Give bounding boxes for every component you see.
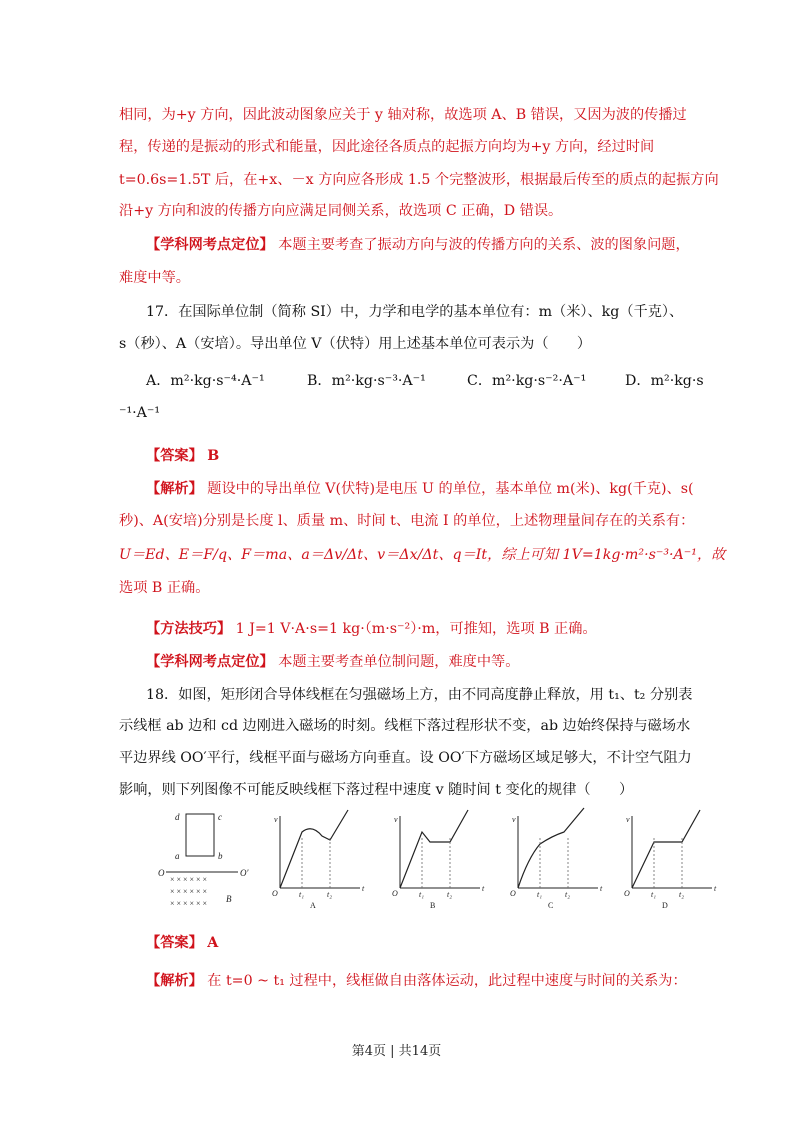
q17-answer xyxy=(146,446,219,466)
v-axis-label: v xyxy=(512,815,516,824)
q18-answer-label: 【答案】 xyxy=(146,935,203,951)
v-axis-label: v xyxy=(626,815,630,824)
svg-text:× × × × × ×: × × × × × × xyxy=(170,875,208,884)
v-axis-label: v xyxy=(394,815,398,824)
origin-label: O xyxy=(392,889,398,898)
analysis16-line1: 相同，为+y 方向，因此波动图象应关于 y 轴对称，故选项 A、B 错误，又因为波的传播过 xyxy=(119,107,687,123)
t2-label: t₂ xyxy=(327,890,333,899)
field-crosses xyxy=(170,875,207,908)
q18-answer-value: A xyxy=(207,935,219,951)
kaodian16 xyxy=(146,235,690,255)
q18-stem-line1: 18．如图，矩形闭合导体线框在匀强磁场上方，由不同高度静止释放，用 t₁、t₂ 分别表 xyxy=(146,687,693,703)
q17-kaodian xyxy=(146,652,519,672)
q17-kaodian-text: 本题主要考查单位制问题，难度中等。 xyxy=(278,654,520,670)
svg-text:× × × × × ×: × × × × × × xyxy=(170,899,208,908)
q17-method xyxy=(146,619,597,639)
q17-option-d: D．m²·kg·s xyxy=(625,373,704,389)
vt-graph-d xyxy=(624,810,717,910)
t1-label: t₁ xyxy=(651,890,657,899)
q18-stem-line4: 影响，则下列图像不可能反映线框下落过程中速度 v 随时间 t 变化的规律（ ） xyxy=(119,782,634,798)
t1-label: t₁ xyxy=(537,890,543,899)
q17-method-label: 【方法技巧】 xyxy=(146,621,232,637)
q17-answer-label: 【答案】 xyxy=(146,448,203,464)
q17-analysis-line3: U＝Ed、E＝F/q、F＝ma、a＝Δv/Δt、v＝Δx/Δt、q＝It，综上可知 1V=1kg·m²·s⁻³·A⁻¹，故 xyxy=(119,547,726,563)
q18-figure xyxy=(158,810,717,920)
q18-stem-line2: 示线框 ab 边和 cd 边刚进入磁场的时刻。线框下落过程形状不变，ab 边始终保持与磁场水 xyxy=(119,718,691,734)
t2-label: t₂ xyxy=(679,890,685,899)
q18-analysis-text: 在 t=0 ~ t₁ 过程中，线框做自由落体运动，此过程中速度与时间的关系为： xyxy=(207,973,687,989)
q17-stem-line1: 17．在国际单位制（简称 SI）中，力学和电学的基本单位有：m（米）、kg（千克）、 xyxy=(146,304,684,320)
q17-analysis-line4: 选项 B 正确。 xyxy=(119,580,210,596)
q18-analysis-label: 【解析】 xyxy=(146,973,203,989)
q17-option-c: C．m²·kg·s⁻²·A⁻¹ xyxy=(467,373,587,389)
t-axis-label: t xyxy=(714,884,717,893)
t1-label: t₁ xyxy=(299,890,305,899)
q18-stem-line3: 平边界线 OO′平行，线框平面与磁场方向垂直。设 OO′下方磁场区域足够大，不计空气阻力 xyxy=(119,750,692,766)
label-a: a xyxy=(175,851,180,861)
t-axis-label: t xyxy=(362,884,365,893)
q17-answer-value: B xyxy=(207,448,220,464)
vt-graphs xyxy=(272,808,717,910)
label-O: O xyxy=(158,868,165,878)
label-Oprime: O′ xyxy=(240,868,249,878)
vt-curve xyxy=(400,810,468,888)
q17-analysis-line1 xyxy=(146,479,694,499)
label-b: b xyxy=(218,851,223,861)
analysis16-line3: t=0.6s=1.5T 后，在+x、－x 方向应各形成 1.5 个完整波形，根据最后传至的质点的起振方向 xyxy=(119,172,719,188)
vt-curve xyxy=(518,808,584,888)
vt-graph-b xyxy=(392,810,485,910)
vt-curve xyxy=(280,810,348,888)
vt-graph-c xyxy=(510,808,603,910)
label-d: d xyxy=(175,812,180,822)
kaodian16-text: 本题主要考查了振动方向与波的传播方向的关系、波的图象问题， xyxy=(278,237,690,253)
vt-curve xyxy=(632,810,700,888)
q17-stem-line2: s（秒）、A（安培）。导出单位 V（伏特）用上述基本单位可表示为（ ） xyxy=(119,336,592,352)
q17-option-a: A．m²·kg·s⁻⁴·A⁻¹ xyxy=(146,373,265,389)
q17-option-b: B．m²·kg·s⁻³·A⁻¹ xyxy=(307,373,426,389)
t-axis-label: t xyxy=(482,884,485,893)
q17-method-text: 1 J=1 V·A·s=1 kg·（m·s⁻²）·m，可推知，选项 B 正确。 xyxy=(235,621,597,637)
v-axis-label: v xyxy=(274,815,278,824)
page-footer: 第4页 | 共14页 xyxy=(351,1044,442,1059)
analysis16-line2: 程，传递的是振动的形式和能量，因此途径各质点的起振方向均为+y 方向，经过时间 xyxy=(119,139,655,155)
graph-caption: D xyxy=(662,901,668,910)
q18-analysis xyxy=(146,971,687,991)
q17-kaodian-label: 【学科网考点定位】 xyxy=(146,654,274,670)
graph-caption: C xyxy=(548,901,554,910)
t2-label: t₂ xyxy=(447,890,453,899)
t1-label: t₁ xyxy=(419,890,425,899)
vt-graph-a xyxy=(272,810,365,910)
label-B: B xyxy=(226,894,232,904)
t-axis-label: t xyxy=(600,884,603,893)
q17-analysis-text1: 题设中的导出单位 V(伏特)是电压 U 的单位，基本单位 m(米)、kg(千克)、s( xyxy=(207,481,694,497)
graph-caption: B xyxy=(430,901,436,910)
t2-label: t₂ xyxy=(565,890,571,899)
q17-analysis-label: 【解析】 xyxy=(146,481,203,497)
q18-answer xyxy=(146,933,218,953)
origin-label: O xyxy=(272,889,278,898)
analysis16-line4: 沿+y 方向和波的传播方向应满足同侧关系，故选项 C 正确，D 错误。 xyxy=(119,203,563,219)
label-c: c xyxy=(218,812,222,822)
frame-diagram xyxy=(158,812,249,908)
kaodian16-text2: 难度中等。 xyxy=(119,270,190,286)
kaodian16-label: 【学科网考点定位】 xyxy=(146,237,274,253)
origin-label: O xyxy=(624,889,630,898)
svg-text:× × × × × ×: × × × × × × xyxy=(170,887,208,896)
q17-option-d-cont: ⁻¹·A⁻¹ xyxy=(119,405,161,421)
graph-caption: A xyxy=(310,901,316,910)
q17-analysis-line2: 秒)、A(安培)分别是长度 l、质量 m、时间 t、电流 I 的单位，上述物理量间存在的关系有： xyxy=(119,513,695,529)
origin-label: O xyxy=(510,889,516,898)
conductor-frame xyxy=(186,814,214,856)
